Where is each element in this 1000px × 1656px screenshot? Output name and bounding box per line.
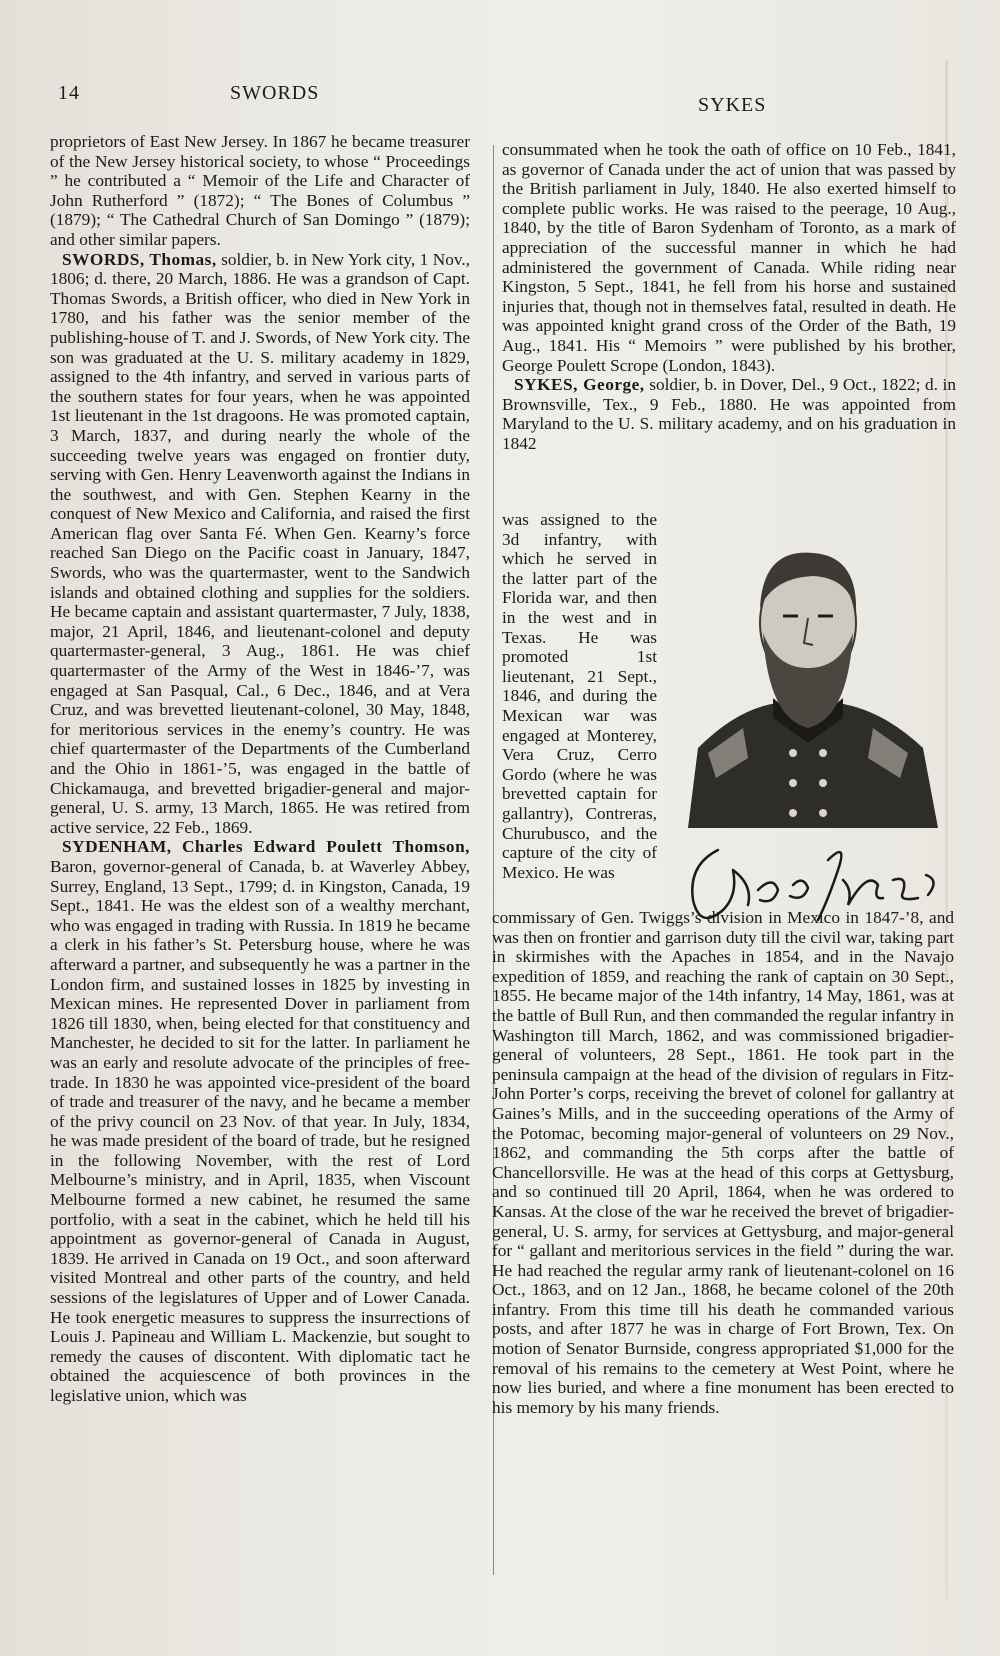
entry-headword: SYKES, George, <box>514 375 645 395</box>
left-column <box>50 132 470 1406</box>
entry-body: soldier, b. in Dover, Del., 9 Oct., 1822; d. in Brownsville, Tex., 9 Feb., 1880. He was appointed from Maryland to the U. S. military academy, and on his graduation in 1842 <box>502 375 956 453</box>
page-number: 14 <box>58 82 80 104</box>
swords-continuation-text: proprietors of East New Jersey. In 1867 he became treasurer of the New Jersey historical society, to whose “ Proceedings ” he contributed a “ Memoir of the Life and Character of John Rutherford ” (1872); “ The Bones of Columbus ” (1879); “ The Cathedral Church of San Domingo ” (1879); and other similar papers. <box>50 132 470 249</box>
sydenham-continuation-text: consummated when he took the oath of office on 10 Feb., 1841, as governor of Canada under the act of union that was passed by the British parliament in July, 1840. He also exerted himself to complete public works. He was raised to the peerage, 10 Aug., 1840, by the title of Baron Sydenham of Toronto, as a mark of appreciation of the successful manner in which he had administered the government of Canada. While riding near Kingston, 5 Sept., 1841, he fell from his horse and sustained injuries that, though not in themselves fatal, resulted in death. He was appointed knight grand cross of the Order of the Bath, 19 Aug., 1841. His “ Memoirs ” were published by his brother, George Poulett Scrope (London, 1843). <box>502 140 956 375</box>
swords-thomas-entry <box>50 250 470 838</box>
right-column-top <box>502 140 956 454</box>
sykes-entry-start <box>502 375 956 453</box>
right-running-head: SYKES <box>698 94 767 116</box>
sykes-entry-middle: was assigned to the 3d infantry, with which he served in the latter part of the Florida war, and then in the west and in Texas. He was promoted 1st lieutenant, 21 Sept., 1846, and during the Mexican war was engaged at Monterey, Vera Cruz, Cerro Gordo (where he was brevetted captain for gallantry), Contreras, Churubusco, and the capture of the city of Mexico. He was <box>502 510 657 882</box>
portrait-engraving <box>668 528 948 828</box>
sydenham-entry <box>50 837 470 1405</box>
right-column-bottom <box>492 908 954 1417</box>
left-running-head: SWORDS <box>230 82 320 104</box>
entry-headword: SYDENHAM, Charles Edward Poulett Thomson, <box>62 837 470 857</box>
running-header <box>58 82 948 116</box>
entry-body: Baron, governor-general of Canada, b. at Waverley Abbey, Surrey, England, 13 Sept., 1799; d. in Kingston, Canada, 19 Sept., 1841. He was the eldest son of a wealthy merchant, who was engaged in trading with Russia. In 1819 he became a clerk in his father’s St. Petersburg house, where he was afterward a partner, and subsequently he was a partner in the London firm, and sustained losses in 1825 by investing in Mexican mines. He represented Dover in parliament from 1826 till 1830, when, being elected for that constituency and Manchester, he decided to sit for the latter. In parliament he was an early and resolute advocate of the principles of free-trade. In 1830 he was appointed vice-president of the board of trade and treasurer of the navy, and he became a member of the privy council on 23 Nov. of that year. In July, 1834, he was made president of the board of trade, but he resigned in the following November, with the rest of Lord Melbourne’s ministry, and in April, 1835, when Viscount Melbourne formed a new cabinet, he resumed the same portfolio, with a seat in the cabinet, which he held till his appointment as governor-general of Canada in August, 1839. He arrived in Canada on 19 Oct., and soon afterward visited Montreal and other parts of the country, and held sessions of the legislatures of Upper and of Lower Canada. He took energetic measures to suppress the insurrections of Louis J. Papineau and William L. Mackenzie, but sought to remedy the causes of discontent. With diplomatic tact he obtained the acquiescence of both provinces in the legislative union, which was <box>50 856 470 1405</box>
sykes-entry-end: commissary of Gen. Twiggs’s division in Mexico in 1847-’8, and was then on frontier and garrison duty till the civil war, taking part in skirmishes with the Apaches in 1854, and in the Navajo expedition of 1859, and reaching the rank of captain on 30 Sept., 1855. He became major of the 14th infantry, 14 May, 1861, was at the battle of Bull Run, and then commanded the regular infantry in Washington till March, 1862, and was commissioned brigadier-general of volunteers, 28 Sept., 1861. He took part in the peninsula campaign at the head of the division of regulars in Fitz-John Porter’s corps, receiving the brevet of colonel for gallantry at Gaines’s Mills, and in the succeeding operations of the Army of the Potomac, becoming major-general of volunteers on 29 Nov., 1862, and commanding the 5th corps after the battle of Chancellorsville. He was at the head of this corps at Gettysburg, and so continued till 20 April, 1864, when he was ordered to Kansas. At the close of the war he received the brevet of brigadier-general, U. S. army, for services at Gettysburg, and major-general for “ gallant and meritorious services in the field ” during the war. He had reached the regular army rank of lieutenant-colonel on 16 Oct., 1863, and on 12 Jan., 1868, he became colonel of the 20th infantry. From this time till his death he commanded various posts, and after 1877 he was in charge of Fort Brown, Tex. On motion of Senator Burnside, congress appropriated $1,000 for the removal of his remains to the cemetery at West Point, where he now lies buried, and where a fine monument has been erected to his memory by his many friends. <box>492 908 954 1417</box>
entry-body: soldier, b. in New York city, 1 Nov., 1806; d. there, 20 March, 1886. He was a grandson of Capt. Thomas Swords, a British officer, who died in New York in 1780, and his father was the senior member of the publishing-house of T. and J. Swords, of New York city. The son was graduated at the U. S. military academy in 1829, assigned to the 4th infantry, and served in various parts of the southern states for four years, when he was appointed 1st lieutenant in the 1st dragoons. He was promoted captain, 3 March, 1837, and during nearly the whole of the succeeding twelve years was engaged on frontier duty, serving with Gen. Henry Leavenworth against the Indians in the southwest, and with Gen. Stephen Kearny in the conquest of New Mexico and California, and raised the first American flag over Santa Fé. When Gen. Kearny’s force reached San Diego on the Pacific coast in January, 1847, Swords, who was the quartermaster, went to the Sandwich islands and obtained clothing and supplies for the soldiers. He became captain and assistant quartermaster, 7 July, 1838, major, 21 April, 1846, and lieutenant-colonel and deputy quartermaster-general, 3 Aug., 1861. He was chief quartermaster of the Army of the West in 1846-’7, was engaged at San Pasqual, Cal., 6 Dec., 1846, and at Vera Cruz, and was brevetted lieutenant-colonel, 30 May, 1848, for meritorious services in the enemy’s country. He was chief quartermaster of the Departments of the Cumberland and the Ohio in 1861-’5, was engaged in the battle of Chickamauga, and brevetted brigadier-general and major-general, U. S. army, 13 March, 1865. He was retired from active service, 22 Feb., 1869. <box>50 249 470 837</box>
right-column-beside-portrait <box>502 510 657 882</box>
entry-headword: SWORDS, Thomas, <box>62 249 217 269</box>
